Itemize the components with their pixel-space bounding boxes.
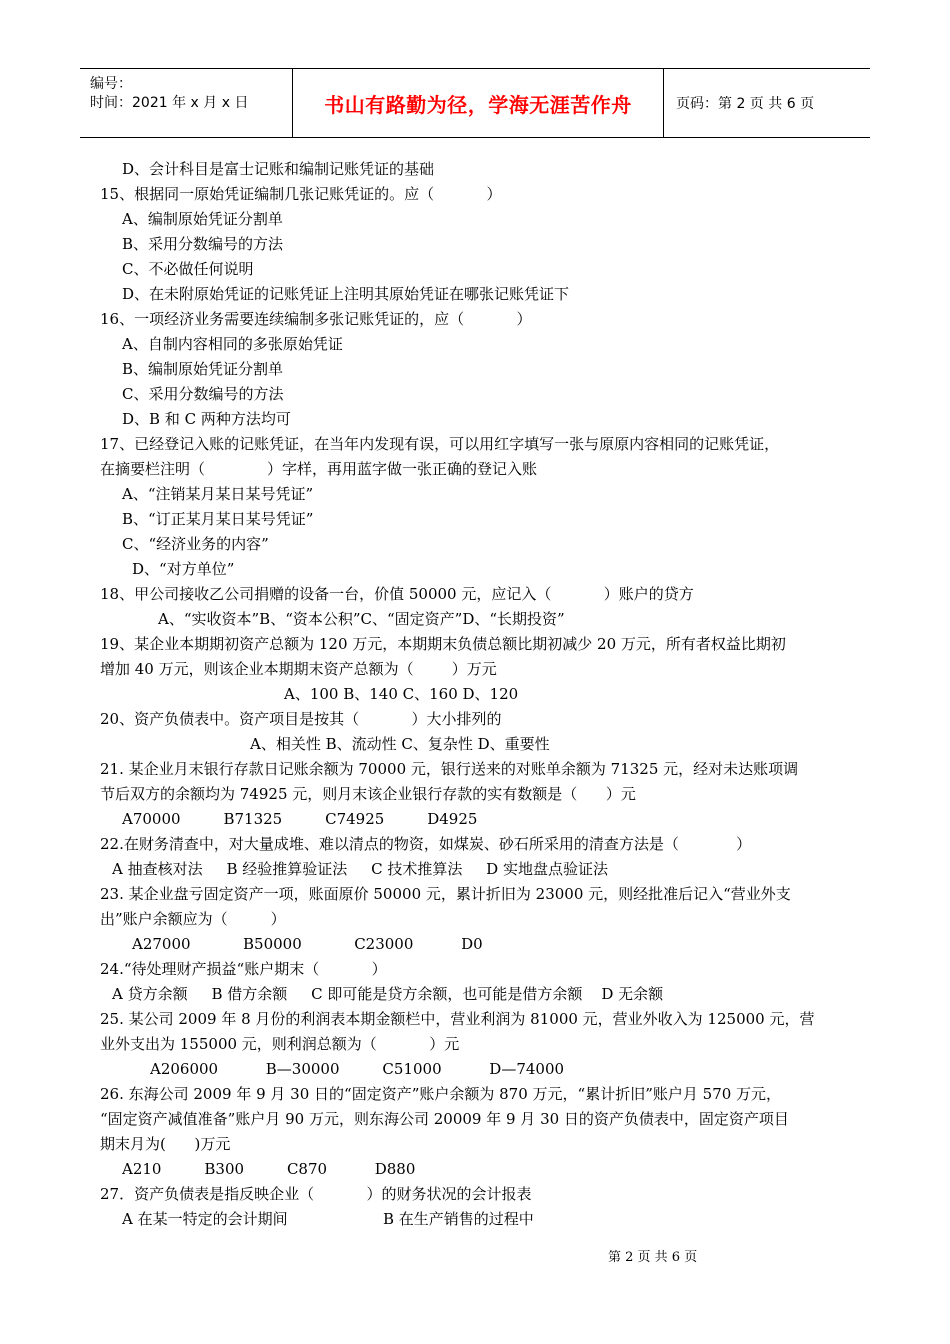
text-line: 在摘要栏注明（ ）字样，再用蓝字做一张正确的登记入账 xyxy=(100,460,537,478)
text-line: B、编制原始凭证分割单 xyxy=(122,360,284,378)
text-line: A、相关性 B、流动性 C、复杂性 D、重要性 xyxy=(250,735,550,753)
header-motto: 书山有路勤为径，学海无涯苦作舟 xyxy=(293,69,664,137)
page-header xyxy=(80,68,870,138)
text-line: D、“对方单位” xyxy=(132,560,235,578)
text-line: A、“实收资本”B、“资本公积”C、“固定资产”D、“长期投资” xyxy=(158,610,565,628)
text-line: “固定资产减值准备”账户月 90 万元，则东海公司 20009 年 9 月 30 日的资产负债表中，固定资产项目 xyxy=(100,1110,789,1128)
text-line: 23. 某企业盘亏固定资产一项，账面原价 50000 元，累计折旧为 23000 元，则经批准后记入“营业外支 xyxy=(100,885,791,903)
text-line: 17、已经登记入账的记账凭证，在当年内发现有误，可以用红字填写一张与原原内容相同的记账凭证， xyxy=(100,435,780,453)
header-meta xyxy=(80,69,293,137)
page-footer: 第 2 页 共 6 页 xyxy=(608,1250,698,1265)
text-line: C、不必做任何说明 xyxy=(122,260,254,278)
text-line: 19、某企业本期期初资产总额为 120 万元，本期期末负债总额比期初减少 20 万元，所有者权益比期初 xyxy=(100,635,786,653)
text-line: A 贷方余额 B 借方余额 C 即可能是贷方余额，也可能是借方余额 D 无余额 xyxy=(112,985,664,1003)
text-line: A70000 B71325 C74925 D4925 xyxy=(122,810,478,828)
text-line: 业外支出为 155000 元，则利润总额为（ ）元 xyxy=(100,1035,460,1053)
date-label: 时间：2021 年 x 月 x 日 xyxy=(90,95,249,111)
text-line: 18、甲公司接收乙公司捐赠的设备一台，价值 50000 元，应记入（ ）账户的贷方 xyxy=(100,585,694,603)
text-line: A 抽查核对法 B 经验推算验证法 C 技术推算法 D 实地盘点验证法 xyxy=(112,860,608,878)
text-line: 24.“待处理财产损益“账户期末（ ） xyxy=(100,960,387,978)
text-line: C、采用分数编号的方法 xyxy=(122,385,284,403)
text-line: A、“注销某月某日某号凭证” xyxy=(122,485,314,503)
text-line: A、编制原始凭证分割单 xyxy=(122,210,283,228)
text-line: 26. 东海公司 2009 年 9 月 30 日的“固定资产”账户余额为 870 万元，“累计折旧”账户月 570 万元， xyxy=(100,1085,782,1103)
document-body xyxy=(100,157,870,1232)
text-line: A210 B300 C870 D880 xyxy=(122,1160,416,1178)
header-page-label: 页码：第 2 页 共 6 页 xyxy=(676,96,815,112)
text-line: A206000 B—30000 C51000 D—74000 xyxy=(150,1060,565,1078)
text-line: 增加 40 万元，则该企业本期期末资产总额为（ ）万元 xyxy=(100,660,497,678)
text-line: B、“订正某月某日某号凭证” xyxy=(122,510,314,528)
text-line: 期末月为( )万元 xyxy=(100,1135,231,1153)
text-line: D、在未附原始凭证的记账凭证上注明其原始凭证在哪张记账凭证下 xyxy=(122,285,570,303)
text-line: 节后双方的余额均为 74925 元，则月末该企业银行存款的实有数额是（ ）元 xyxy=(100,785,636,803)
text-line: 25. 某公司 2009 年 8 月份的利润表本期金额栏中，营业利润为 81000 元，营业外收入为 125000 元，营 xyxy=(100,1010,815,1028)
text-line: B、采用分数编号的方法 xyxy=(122,235,284,253)
text-line: 22.在财务清查中，对大量成堆、难以清点的物资，如煤炭、砂石所采用的清查方法是（ ） xyxy=(100,835,752,853)
serial-label: 编号： xyxy=(90,76,132,92)
text-line: D、会计科目是富士记账和编制记账凭证的基础 xyxy=(122,160,435,178)
text-line: A、100 B、140 C、160 D、120 xyxy=(284,685,519,703)
text-line: A27000 B50000 C23000 D0 xyxy=(132,935,483,953)
text-line: A、自制内容相同的多张原始凭证 xyxy=(122,335,343,353)
text-line: 21. 某企业月末银行存款日记账余额为 70000 元，银行送来的对账单余额为 71325 元，经对未达账项调 xyxy=(100,760,799,778)
text-line: 16、一项经济业务需要连续编制多张记账凭证的，应（ ） xyxy=(100,310,532,328)
text-line: A 在某一特定的会计期间 B 在生产销售的过程中 xyxy=(122,1210,534,1228)
text-line: D、B 和 C 两种方法均可 xyxy=(122,410,291,428)
text-line: 20、资产负债表中。资产项目是按其（ ）大小排列的 xyxy=(100,710,502,728)
text-line: 27．资产负债表是指反映企业（ ）的财务状况的会计报表 xyxy=(100,1185,532,1203)
text-line: 出”账户余额应为（ ） xyxy=(100,910,286,928)
text-line: 15、根据同一原始凭证编制几张记账凭证的。应（ ） xyxy=(100,185,502,203)
text-line: C、“经济业务的内容” xyxy=(122,535,269,553)
